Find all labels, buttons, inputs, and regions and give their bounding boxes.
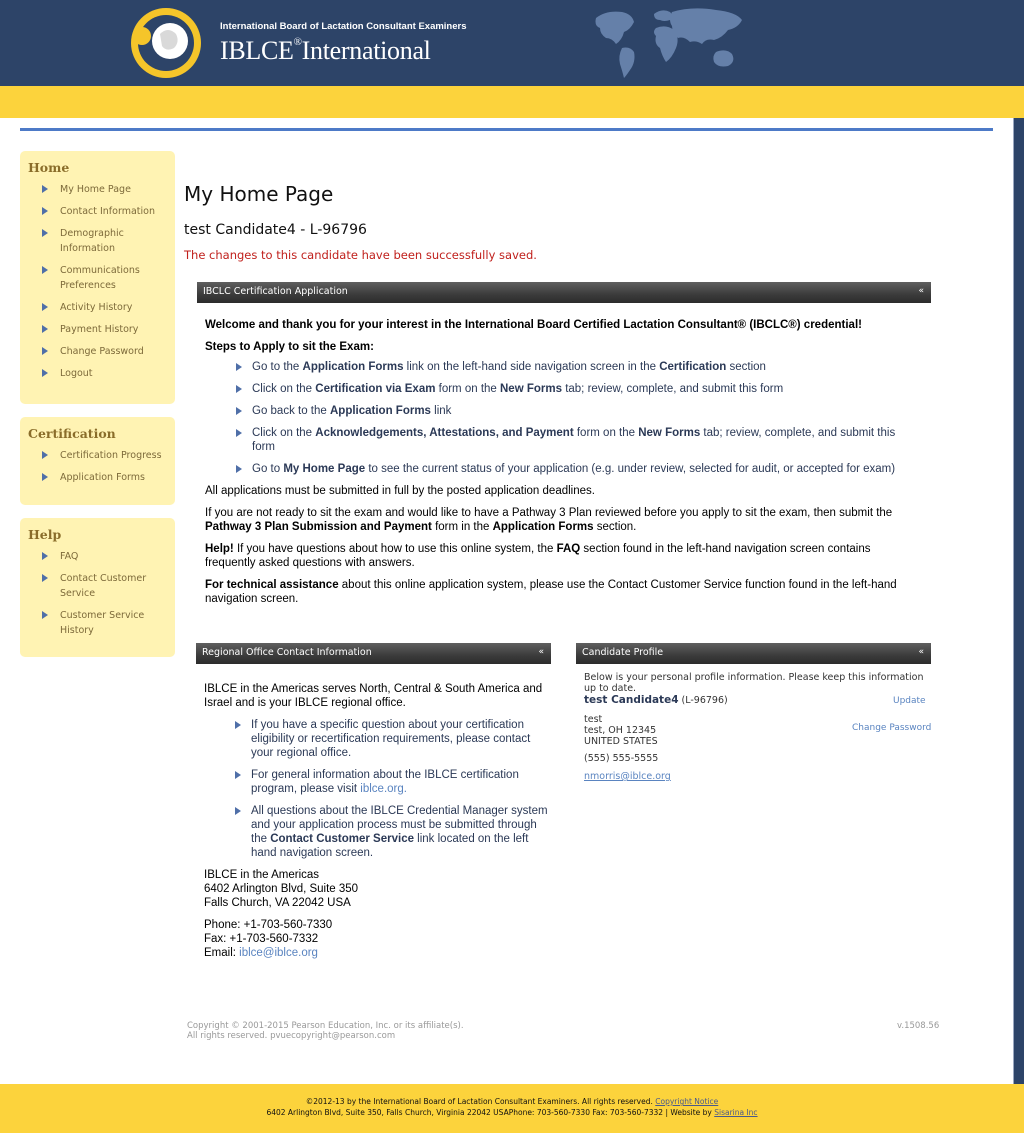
sidebar-item-label: Communications Preferences	[60, 265, 140, 291]
profile-phone: (555) 555-5555	[584, 753, 659, 764]
version-label: v.1508.56	[897, 1021, 940, 1031]
success-message: The changes to this candidate have been successfully saved.	[184, 248, 537, 262]
arrow-right-icon	[236, 363, 242, 371]
sidebar-item-logout[interactable]	[28, 366, 167, 381]
arrow-right-icon	[235, 807, 241, 815]
sidebar-help-title: Help	[28, 527, 62, 542]
collapse-icon[interactable]: «	[538, 647, 544, 657]
arrow-right-icon	[42, 552, 48, 560]
list-item: Go to the Application Forms link on the left-hand side navigation screen in the Certification section	[205, 360, 920, 374]
arrow-right-icon	[42, 229, 48, 237]
arrow-right-icon	[42, 266, 48, 274]
change-password-link[interactable]: Change Password	[852, 723, 932, 733]
sidebar-item-application-forms[interactable]	[28, 470, 167, 485]
region-address: IBLCE in the Americas 6402 Arlington Blvd, Suite 350 Falls Church, VA 22042 USA	[204, 869, 359, 909]
region-panel-header	[196, 643, 551, 664]
arrow-right-icon	[42, 611, 48, 619]
brand-main: IBLCE	[220, 36, 294, 65]
sisarina-link[interactable]: Sisarina Inc	[714, 1108, 758, 1117]
steps-list	[205, 360, 920, 476]
sidebar-item-faq[interactable]	[28, 549, 167, 564]
cert-panel-body	[205, 318, 920, 614]
arrow-right-icon	[42, 473, 48, 481]
arrow-right-icon	[42, 303, 48, 311]
candidate-heading: test Candidate4 - L-96796	[184, 222, 367, 238]
sidebar-item-label: Change Password	[60, 346, 144, 357]
collapse-icon[interactable]: «	[918, 286, 924, 296]
sidebar-item-my-home-page[interactable]	[28, 182, 167, 197]
sidebar-item-certification-progress[interactable]	[28, 448, 167, 463]
org-full-name: International Board of Lactation Consultant Examiners	[220, 21, 467, 32]
gold-banner	[0, 86, 1024, 118]
arrow-right-icon	[236, 465, 242, 473]
sidebar-item-activity-history[interactable]	[28, 300, 167, 315]
sidebar-item-demographic-information[interactable]	[28, 226, 138, 256]
deadline-text: All applications must be submitted in full by the posted application deadlines.	[205, 485, 595, 497]
sidebar-item-label: Certification Progress	[60, 450, 162, 461]
sidebar-item-label: Customer Service History	[60, 610, 145, 636]
sidebar-item-label: Demographic Information	[60, 228, 124, 254]
region-panel-title: Regional Office Contact Information	[202, 647, 372, 658]
region-contact: Phone: +1-703-560-7330 Fax: +1-703-560-7332 Email: iblce@iblce.org	[204, 919, 333, 959]
arrow-right-icon	[235, 771, 241, 779]
arrow-right-icon	[235, 721, 241, 729]
iblce-logo-icon[interactable]	[124, 6, 208, 80]
sidebar-certification-title: Certification	[28, 426, 116, 441]
sidebar-home-title: Home	[28, 160, 70, 175]
site-footer: ©2012-13 by the International Board of Lactation Consultant Examiners. All rights reserved. Copyright Notice 6402 Arlington Blvd, Suite 350, Falls Church, Virginia 22042 USAPhone: 703-560-7330 Fax: 703-560-7332 | Website by Sisarina Inc	[0, 1084, 1024, 1133]
sidebar-item-label: Contact Customer Service	[60, 573, 147, 599]
profile-name: test Candidate4	[584, 694, 679, 706]
list-item: If you have a specific question about your certification eligibility or recertification requirements, please contact your regional office.	[204, 718, 549, 760]
arrow-right-icon	[236, 385, 242, 393]
iblce-website-link[interactable]: iblce.org	[360, 783, 404, 795]
sidebar-item-payment-history[interactable]	[28, 322, 167, 337]
site-header	[0, 0, 1024, 86]
region-list	[204, 718, 549, 860]
sidebar-home-section	[20, 151, 175, 404]
collapse-icon[interactable]: «	[918, 647, 924, 657]
welcome-text: Welcome and thank you for your interest in the International Board Certified Lactation Consultant® (IBCLC®) credential!	[205, 319, 862, 331]
arrow-right-icon	[42, 347, 48, 355]
org-brand-name	[220, 36, 431, 66]
arrow-right-icon	[236, 429, 242, 437]
sidebar-certification-section	[20, 417, 175, 505]
sidebar-item-label: Contact Information	[60, 206, 155, 217]
profile-id: (L-96796)	[681, 695, 728, 706]
header-divider	[20, 128, 993, 131]
brand-suffix: International	[301, 36, 431, 65]
profile-panel-title: Candidate Profile	[582, 647, 664, 658]
sidebar-item-customer-service-history[interactable]	[28, 608, 148, 638]
sidebar-item-label: Activity History	[60, 302, 133, 313]
region-intro: IBLCE in the Americas serves North, Central & South America and Israel and is your IBLCE regional office.	[204, 683, 543, 709]
list-item: Click on the Certification via Exam form on the New Forms tab; review, complete, and submit this form	[205, 382, 920, 396]
tech-assistance-text: For technical assistance about this online application system, please use the Contact Customer Service function found in the left-hand navigation screen.	[205, 579, 897, 605]
pearson-copyright: Copyright © 2001-2015 Pearson Education, Inc. or its affiliate(s). All rights reserved. pvuecopyright@pearson.com	[187, 1021, 464, 1041]
update-profile-link[interactable]: Update	[893, 696, 926, 706]
region-email-link[interactable]: iblce@iblce.org	[239, 947, 318, 959]
sidebar-item-label: My Home Page	[60, 184, 131, 195]
profile-address: test test, OH 12345 UNITED STATES	[584, 714, 658, 747]
world-map-icon	[592, 4, 748, 82]
arrow-right-icon	[42, 185, 48, 193]
profile-panel-header	[576, 643, 931, 664]
sidebar-item-label: Application Forms	[60, 472, 145, 483]
list-item: Go to My Home Page to see the current status of your application (e.g. under review, selected for audit, or accepted for exam)	[205, 462, 920, 476]
sidebar-help-section	[20, 518, 175, 657]
right-rail	[1013, 118, 1024, 1084]
arrow-right-icon	[42, 451, 48, 459]
list-item: All questions about the IBLCE Credential Manager system and your application process must be submitted through the Contact Customer Service link located on the left hand navigation screen.	[204, 804, 549, 860]
brand-registered: ®	[293, 36, 302, 49]
arrow-right-icon	[42, 574, 48, 582]
sidebar-item-contact-customer-service[interactable]	[28, 571, 153, 601]
region-panel-body	[204, 682, 549, 968]
arrow-right-icon	[42, 369, 48, 377]
profile-email-link[interactable]: nmorris@iblce.org	[584, 771, 671, 782]
page-title: My Home Page	[184, 182, 334, 206]
steps-heading: Steps to Apply to sit the Exam:	[205, 341, 374, 353]
list-item: Click on the Acknowledgements, Attestations, and Payment form on the New Forms tab; review, complete, and submit this form	[205, 426, 920, 454]
cert-panel-header	[197, 282, 931, 303]
sidebar-item-contact-information[interactable]	[28, 204, 167, 219]
help-text: Help! If you have questions about how to use this online system, the FAQ section found in the left-hand navigation screen contains frequently asked questions with answers.	[205, 543, 871, 569]
arrow-right-icon	[42, 325, 48, 333]
sidebar-item-label: FAQ	[60, 551, 79, 562]
arrow-right-icon	[42, 207, 48, 215]
pathway-text: If you are not ready to sit the exam and would like to have a Pathway 3 Plan reviewed before you apply to sit the exam, then submit the Pathway 3 Plan Submission and Payment form in the Application Forms section.	[205, 507, 893, 533]
list-item: For general information about the IBLCE certification program, please visit iblce.org.	[204, 768, 549, 796]
profile-name-row	[584, 695, 926, 706]
sidebar-item-label: Logout	[60, 368, 93, 379]
profile-intro: Below is your personal profile information. Please keep this information up to date.	[584, 672, 924, 694]
sidebar-item-label: Payment History	[60, 324, 139, 335]
copyright-notice-link[interactable]: Copyright Notice	[655, 1097, 719, 1106]
arrow-right-icon	[236, 407, 242, 415]
sidebar-item-change-password[interactable]	[28, 344, 167, 359]
cert-panel-title: IBCLC Certification Application	[203, 286, 348, 297]
sidebar-item-communications-preferences[interactable]	[28, 263, 148, 293]
list-item: Go back to the Application Forms link	[205, 404, 920, 418]
